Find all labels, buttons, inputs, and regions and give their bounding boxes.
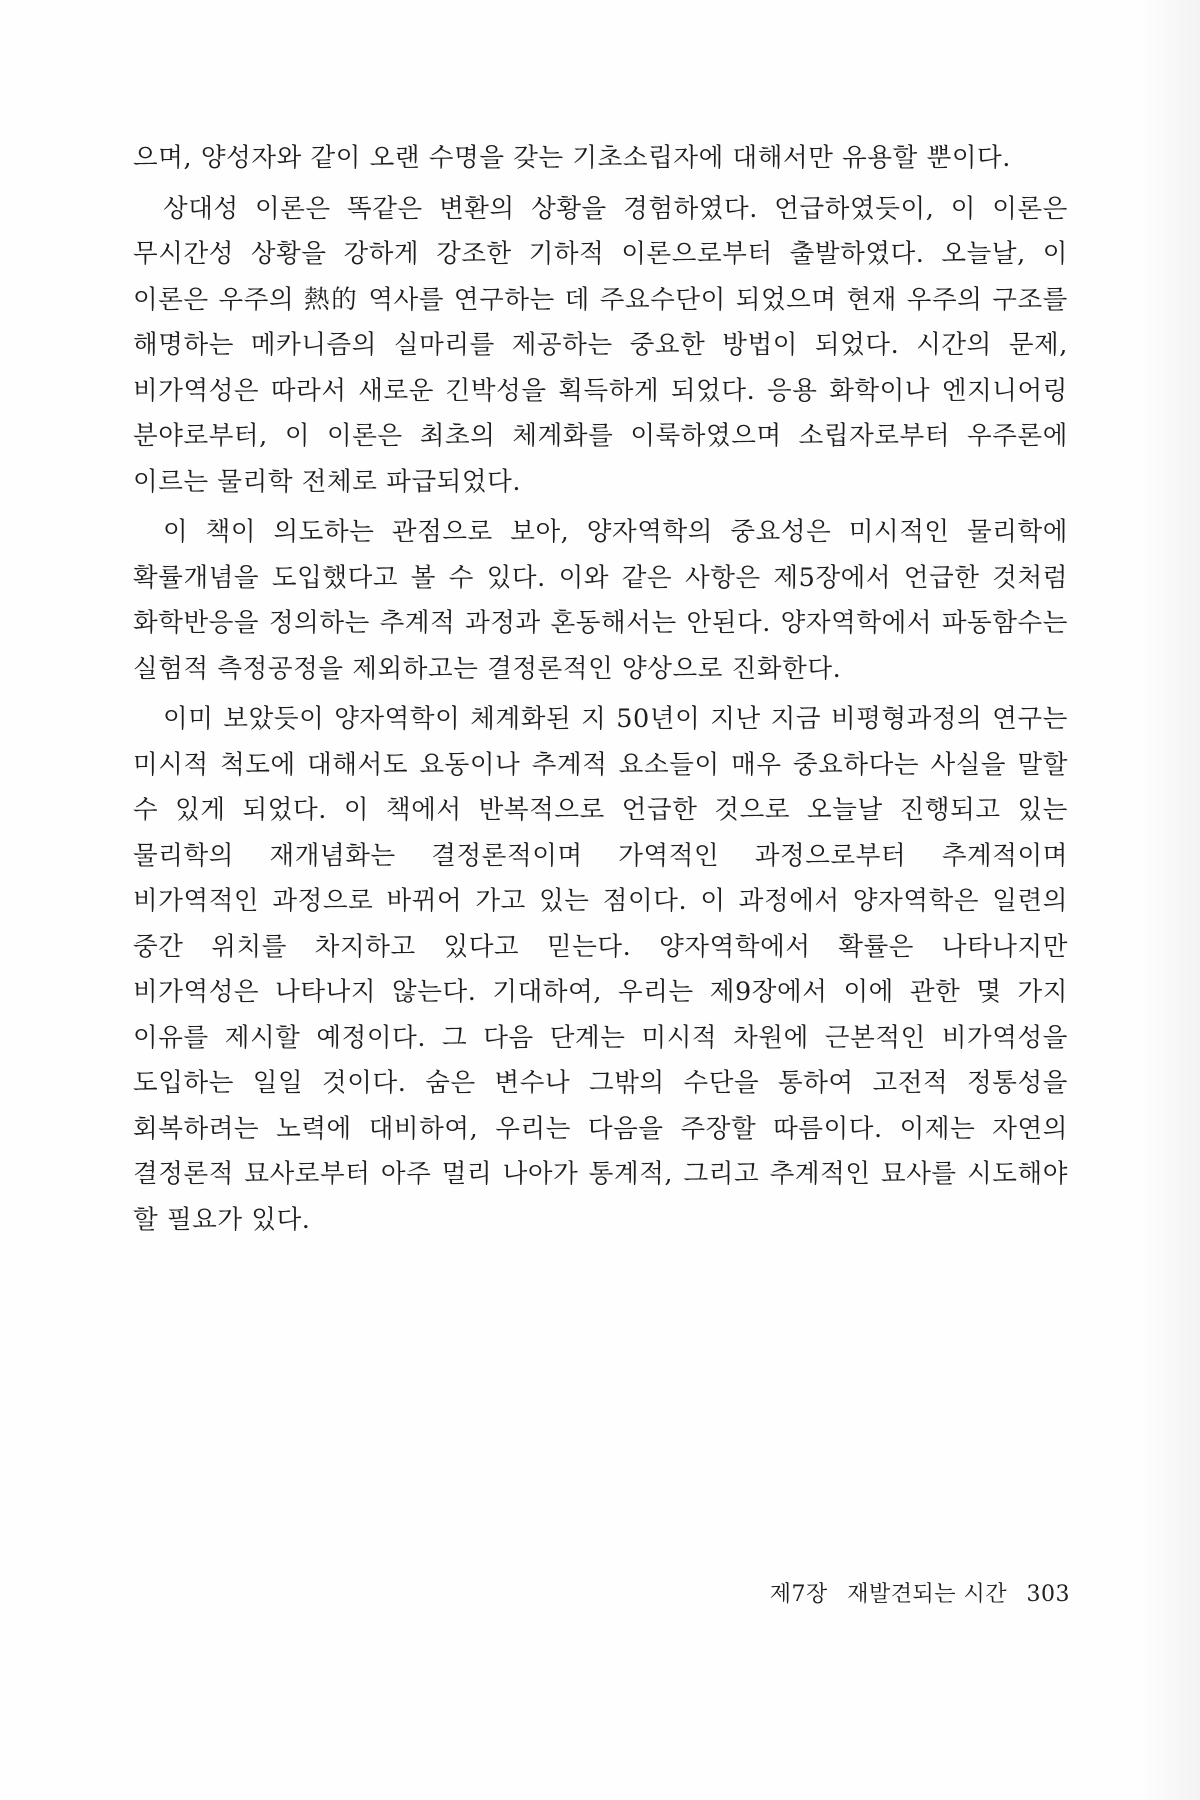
paragraph-quantum-probability: 이 책이 의도하는 관점으로 보아, 양자역학의 중요성은 미시적인 물리학에 확률개념을 도입했다고 볼 수 있다. 이와 같은 사항은 제5장에서 언급한 것처럼 화학반응을 정의하는 추계적 과정과 혼동해서는 안된다. 양자역학에서 파동함수는 실험적 측정공정을 제외하고는 결정론적인 양상으로 진화한다.	[133, 517, 1068, 684]
page-number: 303	[1026, 1582, 1070, 1607]
page-edge-shadow	[1140, 0, 1200, 1800]
paragraph-continuation: 으며, 양성자와 같이 오랜 수명을 갖는 기초소립자에 대해서만 유용할 뿐이다.	[133, 143, 1011, 173]
body-text	[133, 136, 1068, 1248]
footer-chapter-title: 재발견되는 시간	[847, 1582, 1007, 1607]
page-footer	[700, 1577, 1070, 1608]
footer-chapter: 제7장	[769, 1582, 828, 1607]
paragraph-irreversibility: 이미 보았듯이 양자역학이 체계화된 지 50년이 지난 지금 비평형과정의 연구는 미시적 척도에 대해서도 요동이나 추계적 요소들이 매우 중요하다는 사실을 말할 수 있게 되었다. 이 책에서 반복적으로 언급한 것으로 오늘날 진행되고 있는 물리학의 재개념화는 결정론적이며 가역적인 과정으로부터 추계적이며 비가역적인 과정으로 바뀌어 가고 있는 점이다. 이 과정에서 양자역학은 일련의 중간 위치를 차지하고 있다고 믿는다. 양자역학에서 확률은 나타나지만 비가역성은 나타나지 않는다. 기대하여, 우리는 제9장에서 이에 관한 몇 가지 이유를 제시할 예정이다. 그 다음 단계는 미시적 차원에 근본적인 비가역성을 도입하는 일일 것이다. 숨은 변수나 그밖의 수단을 통하여 고전적 정통성을 회복하려는 노력에 대비하여, 우리는 다음을 주장할 따름이다. 이제는 자연의 결정론적 묘사로부터 아주 멀리 나아가 통계적, 그리고 추계적인 묘사를 시도해야 할 필요가 있다.	[133, 704, 1068, 1235]
paragraph-relativity: 상대성 이론은 똑같은 변환의 상황을 경험하였다. 언급하였듯이, 이 이론은 무시간성 상황을 강하게 강조한 기하적 이론으로부터 출발하였다. 오늘날, 이 이론은 우주의 熱的 역사를 연구하는 데 주요수단이 되었으며 현재 우주의 구조를 해명하는 메카니즘의 실마리를 제공하는 중요한 방법이 되었다. 시간의 문제, 비가역성은 따라서 새로운 긴박성을 획득하게 되었다. 응용 화학이나 엔지니어링 분야로부터, 이 이론은 최초의 체계화를 이룩하였으며 소립자로부터 우주론에 이르는 물리학 전체로 파급되었다.	[133, 193, 1068, 497]
